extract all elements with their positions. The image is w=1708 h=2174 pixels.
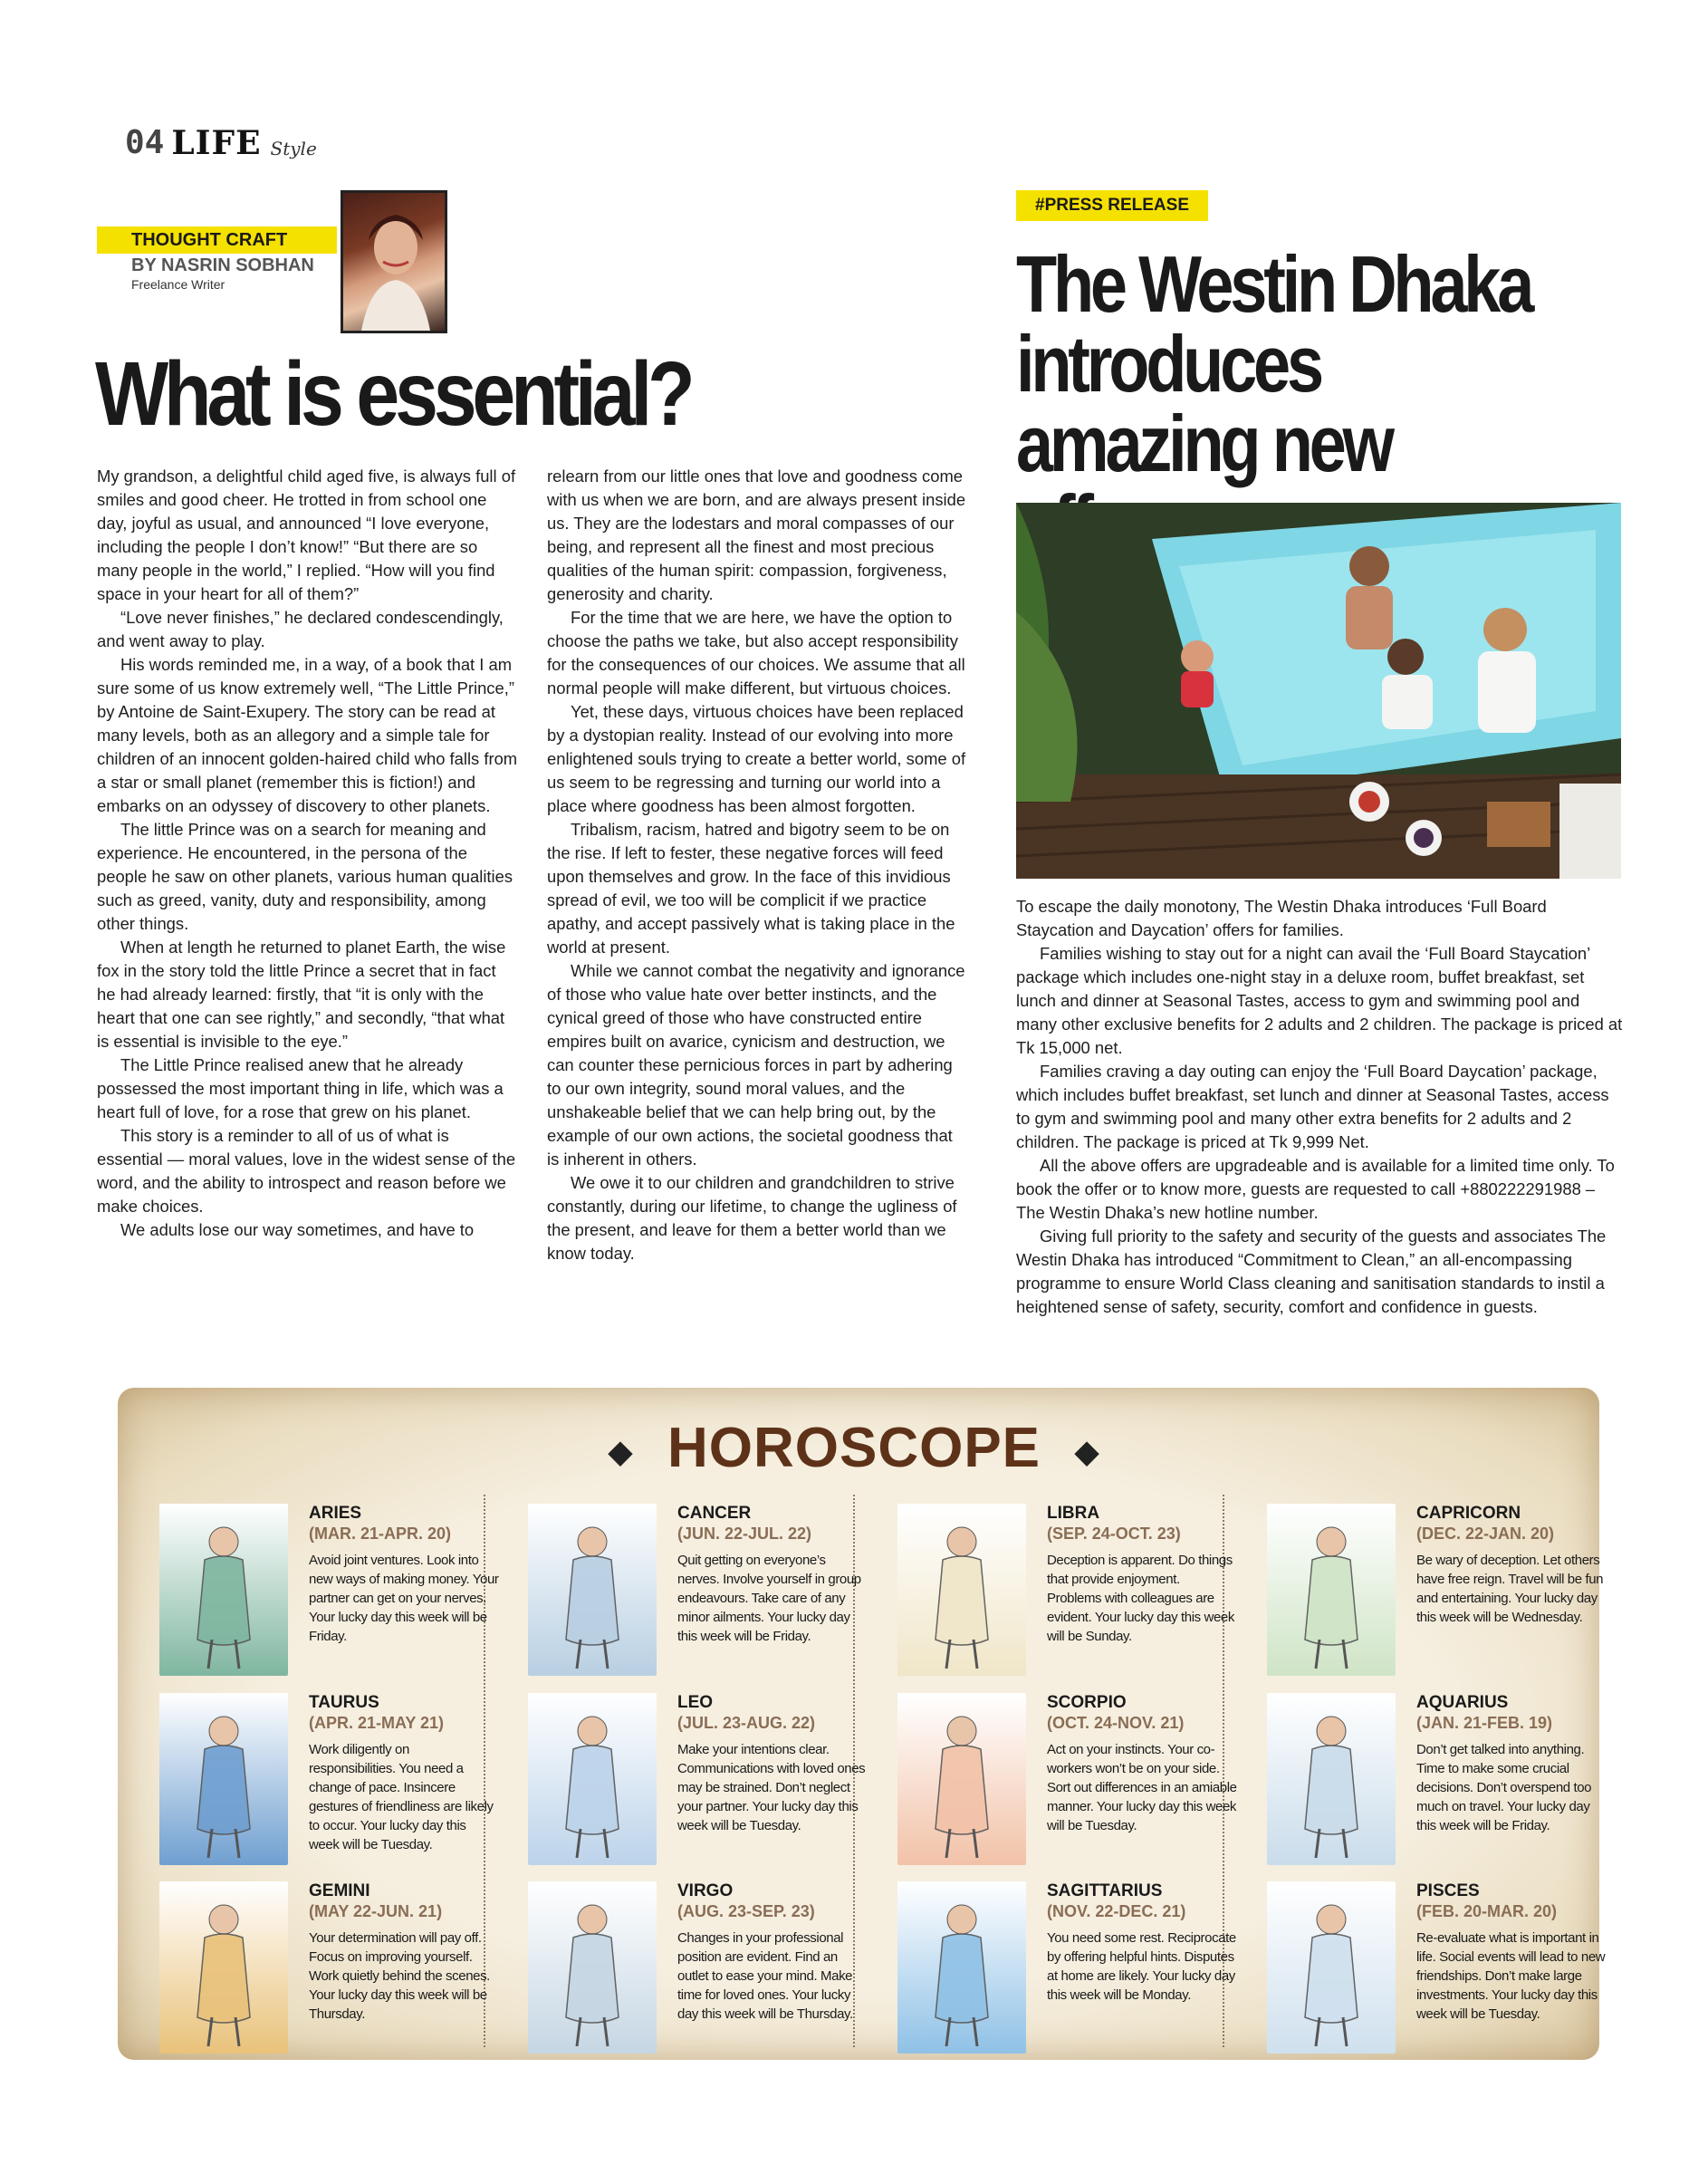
article-column-2	[547, 465, 968, 1265]
paragraph: His words reminded me, in a way, of a book that I am sure some of us know extremely well, “The Little Prince,” by Antoine de Saint-Exupery. The story can be read at many levels, both as an allegory and a simple tale for children of an innocent golden-haired child who falls from a star or small planet (remember this is fiction!) and embarks on an odyssey of discovery to other planets.	[97, 655, 518, 815]
horoscope-sign-gemini	[159, 1881, 494, 2063]
sign-description: Re-evaluate what is important in life. Social events will lead to new friendships. Don’t make large investments. Your lucky day this week will be Tuesday.	[1416, 1930, 1606, 2022]
sign-description: Your determination will pay off. Focus on improving yourself. Work quietly behind the scenes. Your lucky day this week will be Thursday.	[309, 1930, 490, 2022]
diamond-icon: ◆	[1075, 1434, 1100, 1469]
sign-description: Quit getting on everyone’s nerves. Involve yourself in group endeavours. Take care of any minor ailments. Your lucky day this week will be Friday.	[677, 1553, 861, 1644]
zodiac-figure-icon	[159, 1504, 288, 1676]
zodiac-figure-icon	[528, 1693, 657, 1865]
sign-text	[677, 1881, 868, 2024]
sign-description: Don’t get talked into anything. Time to make some crucial decisions. Don’t overspend too much on travel. Your lucky day this week will be Friday.	[1416, 1742, 1592, 1833]
sign-name: LEO	[677, 1693, 714, 1712]
sign-name: AQUARIUS	[1416, 1693, 1509, 1712]
paragraph: Giving full priority to the safety and security of the guests and associates The Westin Dhaka has introduced “Commitment to Clean,” an all-encompassing programme to ensure World Class cleaning and sanitisation standards to instil a heightened sense of safety, security, comfort and confidence in guests.	[1016, 1226, 1607, 1316]
byline: BY NASRIN SOBHAN	[131, 255, 314, 275]
paragraph: For the time that we are here, we have the option to choose the paths we take, but also accept responsibility for the consequences of our choices. We assume that all normal people will make different, but virtuous choices.	[547, 608, 965, 697]
zodiac-illustration	[1267, 1881, 1396, 2054]
paragraph: When at length he returned to planet Earth, the wise fox in the story told the little Prince a secret that in fact he had already learned: firstly, that “it is only with the heart that one can see rightly,” and secondly, “that what is essential is invisible to the eye.”	[97, 938, 506, 1051]
sign-name: TAURUS	[309, 1693, 379, 1712]
sign-description: Work diligently on responsibilities. You need a change of pace. Insincere gestures of friendliness are likely to occur. Your lucky day this week will be Tuesday.	[309, 1742, 494, 1852]
horoscope-sign-libra	[897, 1504, 1233, 1685]
zodiac-illustration	[1267, 1693, 1396, 1865]
sign-text	[677, 1504, 868, 1646]
paragraph: Families craving a day outing can enjoy the ‘Full Board Daycation’ package, which includes buffet breakfast, set lunch and dinner at Seasonal Tastes, access to gym and swimming pool and many other extra benefits for 2 adults and 2 children. The package is priced at Tk 9,999 Net.	[1016, 1062, 1609, 1151]
sign-description: Changes in your professional position are evident. Find an outlet to ease your mind. Make time for loved ones. Your lucky day this week will be Thursday.	[677, 1930, 853, 2022]
sign-description: Deception is apparent. Do things that provide enjoyment. Problems with colleagues are evident. Your lucky day this week will be Sunday.	[1047, 1553, 1234, 1644]
sign-text	[1416, 1881, 1607, 2024]
zodiac-illustration	[528, 1881, 657, 2054]
headline-westin-dhaka: The Westin Dhaka introduces amazing new	[1016, 239, 1531, 488]
zodiac-illustration	[528, 1693, 657, 1865]
sign-text	[309, 1693, 499, 1854]
sign-text	[1047, 1881, 1237, 2005]
horoscope-sign-taurus	[159, 1693, 494, 1874]
zodiac-illustration	[528, 1504, 657, 1676]
section-tag-press-release: #PRESS RELEASE	[1016, 190, 1208, 221]
paragraph: “Love never finishes,” he declared condescendingly, and went away to play.	[97, 608, 504, 650]
article-column-1	[97, 465, 518, 1242]
paragraph: relearn from our little ones that love and goodness come with us when we are born, and are always present inside us. They are the lodestars and moral compasses of our being, and represent all the finest and most precious qualities of the human spirit: compassion, forgiveness, generosity and charity.	[547, 467, 966, 603]
zodiac-illustration	[159, 1881, 288, 2054]
paragraph: Tribalism, racism, hatred and bigotry seem to be on the rise. If left to fester, these negative forces will feed upon themselves and grow. In the face of this invidious spread of evil, we too will be complicit if we practice apathy, and accept passively what is taking place in the world at present.	[547, 820, 955, 957]
horoscope-sign-virgo	[528, 1881, 863, 2063]
sign-dates: (FEB. 20-MAR. 20)	[1416, 1902, 1558, 1920]
sign-text	[677, 1693, 868, 1835]
sign-dates: (OCT. 24-NOV. 21)	[1047, 1714, 1185, 1732]
horoscope-sign-pisces	[1267, 1881, 1606, 2063]
sign-name: GEMINI	[309, 1881, 370, 1900]
paragraph: This story is a reminder to all of us of what is essential — moral values, love in the widest sense of the word, and the ability to introspect and reason before we make choices.	[97, 1126, 516, 1216]
paragraph: All the above offers are upgradeable and is available for a limited time only. To book the offer or to know more, guests are requested to call +880222291988 – The Westin Dhaka’s new hotline number.	[1016, 1156, 1615, 1222]
zodiac-figure-icon	[897, 1881, 1026, 2054]
page-number: 04	[125, 124, 165, 161]
headline-what-is-essential: What is essential?	[95, 343, 691, 445]
sign-dates: (JUL. 23-AUG. 22)	[677, 1714, 816, 1732]
sign-name: CAPRICORN	[1416, 1504, 1521, 1523]
author-photo	[341, 190, 447, 333]
zodiac-illustration	[897, 1693, 1026, 1865]
zodiac-figure-icon	[528, 1881, 657, 2054]
paragraph: My grandson, a delightful child aged five, is always full of smiles and good cheer. He trotted in from school one day, joyful as usual, and announced “I love everyone, including the people I don’t know!” “But there are so many people in the world,” I replied. “How will you find space in your heart for all of them?”	[97, 467, 516, 603]
sign-name: PISCES	[1416, 1881, 1480, 1900]
horoscope-title-text: HOROSCOPE	[667, 1417, 1041, 1479]
sign-dates: (SEP. 24-OCT. 23)	[1047, 1525, 1181, 1543]
zodiac-illustration	[159, 1504, 288, 1676]
horoscope-sign-sagittarius	[897, 1881, 1236, 2063]
sign-dates: (MAR. 21-APR. 20)	[309, 1525, 452, 1543]
sign-name: SCORPIO	[1047, 1693, 1127, 1712]
press-release-body	[1016, 895, 1625, 1319]
portrait-image	[343, 193, 445, 331]
zodiac-figure-icon	[1267, 1881, 1396, 2054]
paragraph: While we cannot combat the negativity and ignorance of those who value hate over better instincts, and the cynical greed of those who have constructed entire empires built on avarice, cynicism and destruction, we can counter these pernicious forces in part by adhering to our own integrity, sound moral values, and the unshakeable belief that we can help bring out, by the example of our own actions, the societal goodness that is inherent in others.	[547, 961, 965, 1169]
horoscope-sign-aquarius	[1267, 1693, 1602, 1874]
sign-name: CANCER	[677, 1504, 752, 1523]
horoscope-sign-aries	[159, 1504, 499, 1685]
horoscope-sign-leo	[528, 1693, 866, 1874]
sign-text	[1047, 1504, 1237, 1646]
sign-dates: (JUN. 22-JUL. 22)	[677, 1525, 812, 1543]
paragraph: To escape the daily monotony, The Westin Dhaka introduces ‘Full Board Staycation and Daycation’ offers for families.	[1016, 897, 1547, 939]
brand-logo: LIFE	[171, 124, 262, 162]
horoscope-sign-scorpio	[897, 1693, 1237, 1874]
sign-name: LIBRA	[1047, 1504, 1100, 1523]
zodiac-figure-icon	[1267, 1504, 1396, 1676]
page-folio	[125, 124, 317, 162]
sign-dates: (NOV. 22-DEC. 21)	[1047, 1902, 1186, 1920]
sign-name: VIRGO	[677, 1881, 734, 1900]
sign-name: ARIES	[309, 1504, 362, 1523]
sign-description: Be wary of deception. Let others have free reign. Travel will be fun and entertaining. Your lucky day this week will be Wednesday.	[1416, 1553, 1604, 1625]
zodiac-figure-icon	[897, 1504, 1026, 1676]
zodiac-illustration	[159, 1693, 288, 1865]
sign-dates: (JAN. 21-FEB. 19)	[1416, 1714, 1553, 1732]
paragraph: The Little Prince realised anew that he already possessed the most important thing in life, which was a heart full of love, for a rose that grew on his planet.	[97, 1055, 504, 1121]
zodiac-illustration	[897, 1504, 1026, 1676]
paragraph: We owe it to our children and grandchildren to strive constantly, during our lifetime, to change the ugliness of the present, and leave for them a better world than we know today.	[547, 1173, 957, 1263]
section-tag-thought-craft: THOUGHT CRAFT	[97, 226, 337, 254]
zodiac-figure-icon	[528, 1504, 657, 1676]
brand-script: Style	[270, 138, 317, 159]
zodiac-illustration	[897, 1881, 1026, 2054]
zodiac-figure-icon	[159, 1881, 288, 2054]
sign-text	[309, 1881, 499, 2024]
horoscope-sign-capricorn	[1267, 1504, 1602, 1685]
zodiac-illustration	[1267, 1504, 1396, 1676]
diamond-icon: ◆	[608, 1434, 633, 1469]
sign-dates: (MAY 22-JUN. 21)	[309, 1902, 443, 1920]
paragraph: Families wishing to stay out for a night can avail the ‘Full Board Staycation’ package which includes one-night stay in a deluxe room, buffet breakfast, set lunch and dinner at Seasonal Tastes, access to gym and swimming pool and many other exclusive benefits for 2 adults and 2 children. The package is priced at Tk 15,000 net.	[1016, 944, 1623, 1057]
pool-family-photo	[1016, 503, 1621, 879]
horoscope-title	[0, 1417, 1708, 1480]
sign-description: Act on your instincts. Your co-workers won’t be on your side. Sort out differences in an amiable manner. Your lucky day this week will be Tuesday.	[1047, 1742, 1237, 1833]
paragraph: We adults lose our way sometimes, and have to	[120, 1220, 475, 1239]
paragraph: The little Prince was on a search for meaning and experience. He encountered, in the persona of the people he saw on other planets, various human qualities such as greed, vanity, duty and responsibility, among other things.	[97, 820, 513, 933]
sign-dates: (AUG. 23-SEP. 23)	[677, 1902, 815, 1920]
sign-dates: (APR. 21-MAY 21)	[309, 1714, 445, 1732]
sign-text	[1416, 1504, 1607, 1627]
paragraph: Yet, these days, virtuous choices have been replaced by a dystopian reality. Instead of our evolving into more enlightened souls trying to create a better world, some of us seem to be regressing and turning our world into a place where goodness has been almost forgotten.	[547, 702, 966, 815]
author-role: Freelance Writer	[131, 277, 225, 292]
sign-description: You need some rest. Reciprocate by offering helpful hints. Disputes at home are likely. Your lucky day this week will be Monday.	[1047, 1930, 1236, 2003]
sign-text	[1416, 1693, 1607, 1835]
zodiac-figure-icon	[1267, 1693, 1396, 1865]
sign-description: Make your intentions clear. Communications with loved ones may be strained. Don’t neglect your partner. Your lucky day this week will be Tuesday.	[677, 1742, 866, 1833]
sign-text	[1047, 1693, 1237, 1835]
sign-description: Avoid joint ventures. Look into new ways of making money. Your partner can get on your nerves. Your lucky day this week will be Friday.	[309, 1553, 499, 1644]
horoscope-sign-cancer	[528, 1504, 863, 1685]
sign-text	[309, 1504, 499, 1646]
zodiac-figure-icon	[897, 1693, 1026, 1865]
sign-dates: (DEC. 22-JAN. 20)	[1416, 1525, 1555, 1543]
sign-name: SAGITTARIUS	[1047, 1881, 1163, 1900]
zodiac-figure-icon	[159, 1693, 288, 1865]
pool-scene-image	[1016, 503, 1621, 879]
